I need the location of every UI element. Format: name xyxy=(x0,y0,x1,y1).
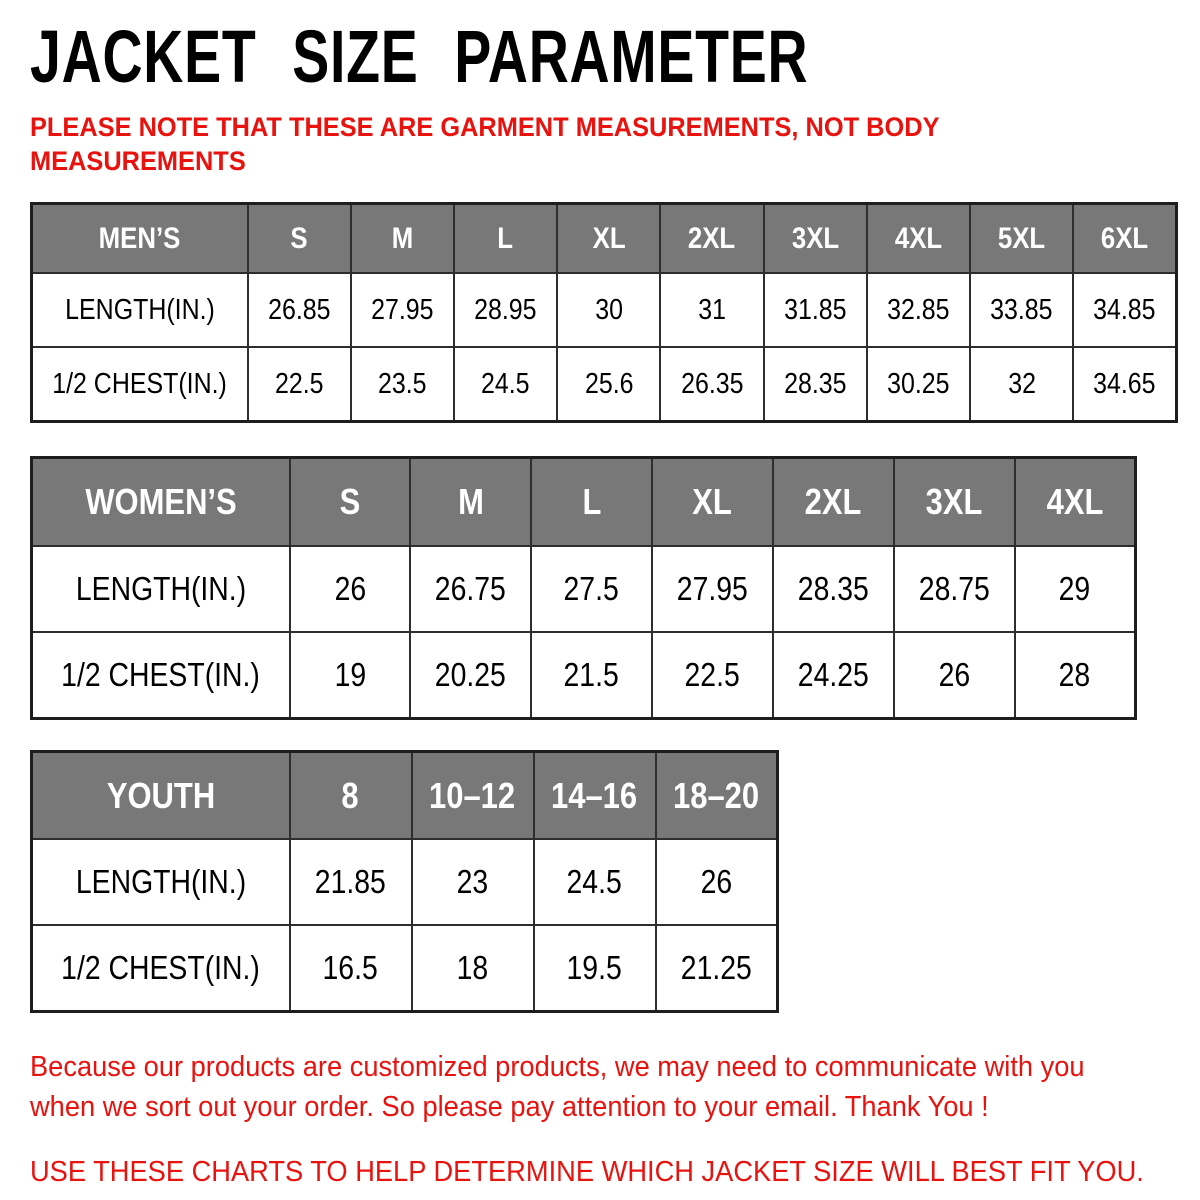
measurement-text: 24.5 xyxy=(481,367,530,400)
footer-usage-note xyxy=(30,1153,1200,1191)
table-row xyxy=(32,925,778,1012)
measurement-text: 28.35 xyxy=(797,570,869,607)
size-table-mens xyxy=(30,202,1178,423)
size-header-text: 3XL xyxy=(925,481,983,522)
size-header-cell xyxy=(454,204,557,274)
measurement-text: 16.5 xyxy=(322,949,379,986)
size-header-cell xyxy=(764,204,867,274)
measurement-cell xyxy=(290,925,412,1012)
measurement-text: 27.95 xyxy=(371,293,434,326)
size-header-cell xyxy=(531,458,652,547)
measurement-text: 25.6 xyxy=(584,367,634,400)
measurement-text: 26.75 xyxy=(435,570,507,607)
table-header-row xyxy=(32,752,778,840)
measurement-text: 22.5 xyxy=(684,656,741,693)
table-header-row xyxy=(32,458,1136,547)
footer-line-1: Because our products are customized products, we may need to communicate with you xyxy=(30,1051,1085,1083)
table-row xyxy=(32,347,1177,422)
table-row xyxy=(32,839,778,925)
measurement-text: 29 xyxy=(1058,570,1091,607)
table-header-row xyxy=(32,204,1177,274)
measurement-cell xyxy=(454,347,557,422)
size-header-cell xyxy=(970,204,1073,274)
measurement-cell xyxy=(1015,546,1136,632)
measurement-cell xyxy=(894,632,1015,719)
table-name-text: MEN’S xyxy=(98,221,181,255)
measurement-cell xyxy=(557,273,660,347)
measurement-text: 22.5 xyxy=(274,367,324,400)
measurement-text: 19.5 xyxy=(566,949,623,986)
size-header-cell xyxy=(248,204,351,274)
measurement-cell xyxy=(867,273,970,347)
measurement-text: 20.25 xyxy=(435,656,507,693)
size-header-text: XL xyxy=(592,221,626,255)
note-line-2: MEASUREMENTS xyxy=(30,146,246,176)
table-name-text: YOUTH xyxy=(106,774,215,816)
size-header-cell xyxy=(557,204,660,274)
measurement-cell xyxy=(557,347,660,422)
measurement-cell xyxy=(454,273,557,347)
row-label-cell xyxy=(32,925,290,1012)
measurement-cell xyxy=(531,546,652,632)
size-header-text: L xyxy=(582,481,602,522)
size-header-cell xyxy=(410,458,531,547)
size-header-text: 10–12 xyxy=(429,774,516,816)
measurement-text: 24.5 xyxy=(566,863,623,900)
measurement-text: 21.85 xyxy=(314,863,387,900)
measurement-cell xyxy=(351,347,454,422)
table-row xyxy=(32,273,1177,347)
size-header-text: 14–16 xyxy=(551,774,638,816)
measurement-text: 26 xyxy=(938,656,970,693)
measurement-text: 26.35 xyxy=(680,367,744,400)
measurement-text: 32.85 xyxy=(887,293,950,326)
measurement-cell xyxy=(764,273,867,347)
size-header-text: 6XL xyxy=(1100,221,1149,255)
measurement-cell xyxy=(1015,632,1136,719)
measurement-cell xyxy=(1073,347,1176,422)
row-label-cell xyxy=(32,347,248,422)
measurement-text: 32 xyxy=(1007,367,1036,400)
measurement-cell xyxy=(773,632,894,719)
measurement-text: 30.25 xyxy=(887,367,950,400)
size-header-text: 8 xyxy=(341,774,360,816)
measurement-text: 19 xyxy=(334,656,366,693)
measurement-text: 26.85 xyxy=(267,293,331,326)
row-label-text: 1/2 CHEST(IN.) xyxy=(61,949,261,986)
measurement-text: 27.5 xyxy=(563,570,620,607)
table-name-text: WOMEN’S xyxy=(85,481,237,522)
table-name-cell xyxy=(32,204,248,274)
measurement-text: 23.5 xyxy=(378,367,427,400)
footer-communication-note xyxy=(30,1047,1200,1127)
size-header-cell xyxy=(412,752,534,840)
measurement-cell xyxy=(660,347,763,422)
table-name-cell xyxy=(32,752,290,840)
size-header-cell xyxy=(290,458,411,547)
measurement-cell xyxy=(534,839,656,925)
measurement-cell xyxy=(290,632,411,719)
measurement-cell xyxy=(656,839,778,925)
size-header-text: M xyxy=(457,481,484,522)
size-header-text: 2XL xyxy=(688,221,736,255)
measurement-cell xyxy=(412,925,534,1012)
measurement-text: 34.85 xyxy=(1093,293,1156,326)
measurement-text: 21.25 xyxy=(680,949,752,986)
measurement-cell xyxy=(764,347,867,422)
table-row xyxy=(32,546,1136,632)
measurement-cell xyxy=(1073,273,1176,347)
row-label-text: 1/2 CHEST(IN.) xyxy=(52,367,228,400)
size-header-cell xyxy=(534,752,656,840)
measurement-cell xyxy=(531,632,652,719)
size-header-cell xyxy=(867,204,970,274)
row-label-text: LENGTH(IN.) xyxy=(75,570,246,607)
size-tables xyxy=(30,202,1200,1013)
measurement-cell xyxy=(894,546,1015,632)
footer-line-2: when we sort out your order. So please pay attention to your email. Thank You ! xyxy=(30,1091,989,1123)
measurement-text: 26 xyxy=(700,863,733,900)
measurement-text: 21.5 xyxy=(563,656,620,693)
row-label-cell xyxy=(32,546,290,632)
measurement-text: 18 xyxy=(456,949,489,986)
measurement-cell xyxy=(970,347,1073,422)
measurement-text: 26 xyxy=(334,570,366,607)
table-row xyxy=(32,632,1136,719)
measurement-cell xyxy=(410,632,531,719)
measurement-cell xyxy=(773,546,894,632)
size-header-cell xyxy=(894,458,1015,547)
size-header-text: 5XL xyxy=(997,221,1046,255)
measurement-cell xyxy=(290,546,411,632)
measurement-text: 31.85 xyxy=(783,293,847,326)
measurement-cell xyxy=(867,347,970,422)
garment-measurements-note xyxy=(30,110,1200,178)
size-header-text: S xyxy=(290,221,308,255)
size-header-text: L xyxy=(497,221,514,255)
measurement-text: 28.75 xyxy=(918,570,990,607)
size-header-cell xyxy=(660,204,763,274)
size-header-cell xyxy=(290,752,412,840)
page-title: JACKET SIZE PARAMETER xyxy=(30,15,809,98)
row-label-text: LENGTH(IN.) xyxy=(64,293,215,326)
size-header-text: 3XL xyxy=(791,221,839,255)
measurement-cell xyxy=(652,546,773,632)
measurement-cell xyxy=(248,273,351,347)
row-label-cell xyxy=(32,273,248,347)
measurement-cell xyxy=(656,925,778,1012)
measurement-text: 34.65 xyxy=(1093,367,1156,400)
size-header-cell xyxy=(1015,458,1136,547)
measurement-cell xyxy=(660,273,763,347)
size-header-cell xyxy=(656,752,778,840)
measurement-text: 30 xyxy=(594,293,623,326)
measurement-text: 33.85 xyxy=(990,293,1053,326)
row-label-cell xyxy=(32,839,290,925)
note-line-1: PLEASE NOTE THAT THESE ARE GARMENT MEASUREMENTS, NOT BODY xyxy=(30,112,940,142)
measurement-cell xyxy=(652,632,773,719)
table-name-cell xyxy=(32,458,290,547)
measurement-cell xyxy=(534,925,656,1012)
size-header-cell xyxy=(773,458,894,547)
measurement-cell xyxy=(248,347,351,422)
measurement-cell xyxy=(351,273,454,347)
measurement-text: 24.25 xyxy=(797,656,869,693)
size-header-text: 18–20 xyxy=(673,774,760,816)
size-header-cell xyxy=(351,204,454,274)
size-header-text: S xyxy=(339,481,361,522)
measurement-cell xyxy=(412,839,534,925)
size-header-text: XL xyxy=(692,481,733,522)
row-label-text: 1/2 CHEST(IN.) xyxy=(61,656,261,693)
size-header-text: 4XL xyxy=(894,221,943,255)
row-label-text: LENGTH(IN.) xyxy=(75,863,246,900)
measurement-text: 27.95 xyxy=(676,570,748,607)
size-header-text: 4XL xyxy=(1046,481,1104,522)
size-table-womens xyxy=(30,456,1137,720)
size-header-cell xyxy=(1073,204,1176,274)
size-header-cell xyxy=(652,458,773,547)
size-header-text: M xyxy=(391,221,414,255)
measurement-text: 28.35 xyxy=(783,367,847,400)
row-label-cell xyxy=(32,632,290,719)
measurement-text: 23 xyxy=(456,863,489,900)
measurement-cell xyxy=(290,839,412,925)
measurement-text: 31 xyxy=(698,293,726,326)
measurement-cell xyxy=(410,546,531,632)
size-header-text: 2XL xyxy=(804,481,862,522)
footer-line-3: USE THESE CHARTS TO HELP DETERMINE WHICH JACKET SIZE WILL BEST FIT YOU. xyxy=(30,1156,1144,1188)
measurement-text: 28.95 xyxy=(474,293,537,326)
measurement-text: 28 xyxy=(1058,656,1091,693)
size-table-youth xyxy=(30,750,779,1013)
measurement-cell xyxy=(970,273,1073,347)
